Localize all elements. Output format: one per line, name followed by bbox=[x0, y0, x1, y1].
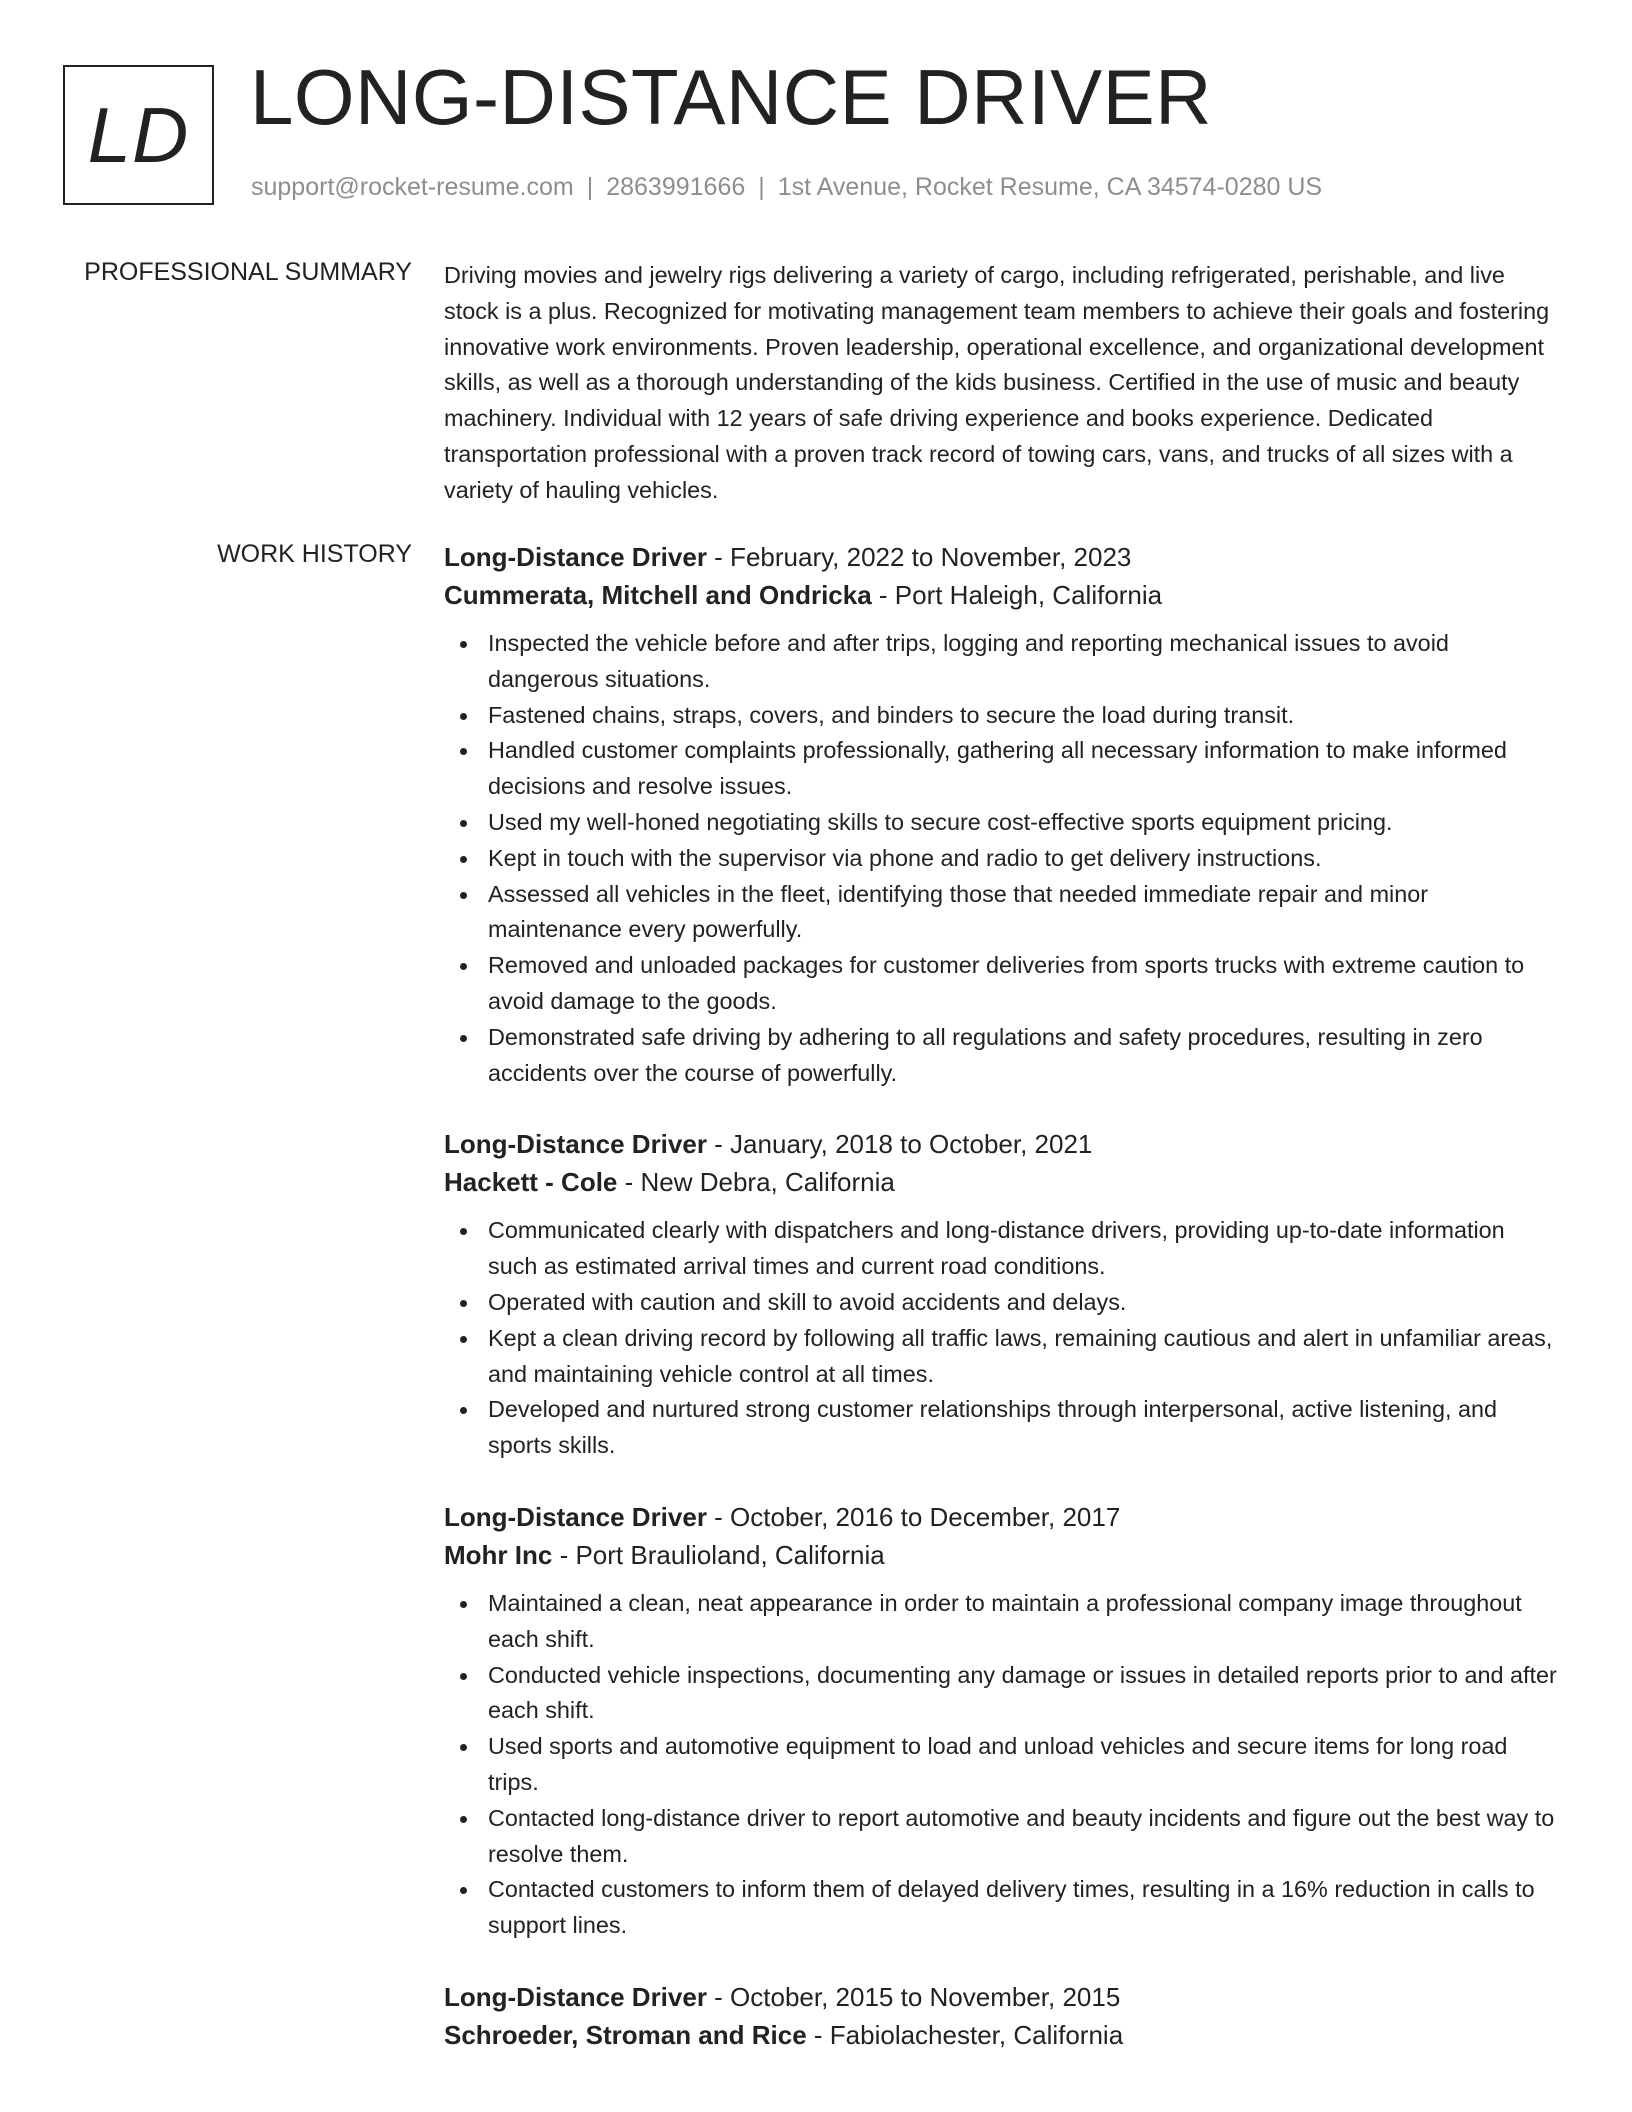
monogram: LD bbox=[63, 65, 214, 205]
job-bullet-list bbox=[444, 1586, 1560, 1944]
job-bullet: Kept in touch with the supervisor via phone and radio to get delivery instructions. bbox=[488, 841, 1560, 877]
contact-phone[interactable]: 2863991666 bbox=[606, 173, 746, 201]
job-dates: - October, 2015 to November, 2015 bbox=[706, 1981, 1121, 2012]
job-company-line bbox=[444, 576, 1560, 614]
job-bullet: Maintained a clean, neat appearance in order to maintain a professional company image throughout each shift. bbox=[488, 1586, 1560, 1658]
job-company: Cummerata, Mitchell and Ondricka bbox=[444, 580, 872, 610]
job-bullet: Contacted long-distance driver to report automotive and beauty incidents and figure out the best way to resolve them. bbox=[488, 1801, 1560, 1873]
job-bullet: Removed and unloaded packages for customer deliveries from sports trucks with extreme caution to avoid damage to the goods. bbox=[488, 948, 1560, 1020]
job-bullet: Conducted vehicle inspections, documenting any damage or issues in detailed reports prior to and after each shift. bbox=[488, 1658, 1560, 1730]
job-bullet: Inspected the vehicle before and after trips, logging and reporting mechanical issues to avoid dangerous situations. bbox=[488, 626, 1560, 698]
job-bullet: Assessed all vehicles in the fleet, identifying those that needed immediate repair and minor maintenance every powerfully. bbox=[488, 877, 1560, 949]
job-company: Mohr Inc bbox=[444, 1539, 553, 1570]
job-bullet: Demonstrated safe driving by adhering to all regulations and safety procedures, resulting in zero accidents over the course of powerfully. bbox=[488, 1020, 1560, 1092]
job-company-line bbox=[444, 2016, 1560, 2054]
job-location: - Fabiolachester, California bbox=[806, 2019, 1124, 2050]
job-company: Hackett - Cole bbox=[444, 1167, 618, 1198]
job-role: Long-Distance Driver bbox=[444, 1501, 707, 1532]
job-bullet: Operated with caution and skill to avoid accidents and delays. bbox=[488, 1285, 1560, 1321]
contact-address: 1st Avenue, Rocket Resume, CA 34574-0280 US bbox=[777, 173, 1323, 201]
job-company-line bbox=[444, 1163, 1560, 1201]
job-title-line bbox=[444, 538, 1560, 576]
job-bullet-list bbox=[444, 1213, 1560, 1464]
job-bullet: Communicated clearly with dispatchers and long-distance drivers, providing up-to-date information such as estimated arrival times and current road conditions. bbox=[488, 1213, 1560, 1285]
job-entry bbox=[444, 538, 1560, 1091]
job-location: - Port Braulioland, California bbox=[552, 1539, 885, 1570]
contact-line bbox=[251, 173, 1322, 202]
job-location: - New Debra, California bbox=[617, 1167, 895, 1198]
contact-separator: | bbox=[586, 173, 594, 201]
summary-body bbox=[444, 258, 1560, 509]
job-dates: - January, 2018 to October, 2021 bbox=[706, 1129, 1093, 1160]
job-entry bbox=[444, 1498, 1560, 1944]
job-title-line bbox=[444, 1498, 1560, 1536]
job-dates: - October, 2016 to December, 2017 bbox=[706, 1501, 1121, 1532]
summary-text: Driving movies and jewelry rigs delivering a variety of cargo, including refrigerated, perishable, and live stock is a plus. Recognized for motivating management team members to achieve their goals and fostering innovative work environments. Proven leadership, operational excellence, and organizational development skills, as well as a thorough understanding of the kids business. Certified in the use of music and beauty machinery. Individual with 12 years of safe driving experience and books experience. Dedicated transportation professional with a proven track record of towing cars, vans, and trucks of all sizes with a variety of hauling vehicles. bbox=[444, 262, 1550, 503]
job-company-line bbox=[444, 1536, 1560, 1574]
job-bullet: Developed and nurtured strong customer relationships through interpersonal, active listening, and sports skills. bbox=[488, 1392, 1560, 1464]
resume-title: LONG-DISTANCE DRIVER bbox=[250, 53, 1212, 141]
job-role: Long-Distance Driver bbox=[444, 1981, 707, 2012]
work-history-heading: WORK HISTORY bbox=[217, 540, 412, 568]
job-role: Long-Distance Driver bbox=[444, 542, 707, 572]
job-role: Long-Distance Driver bbox=[444, 1129, 707, 1160]
job-entry bbox=[444, 1125, 1560, 1464]
contact-separator: | bbox=[758, 173, 765, 201]
job-bullet: Kept a clean driving record by following all traffic laws, remaining cautious and alert in unfamiliar areas, and maintaining vehicle control at all times. bbox=[488, 1321, 1560, 1393]
job-entry bbox=[444, 1978, 1560, 2054]
job-bullet: Handled customer complaints professionally, gathering all necessary information to make informed decisions and resolve issues. bbox=[488, 733, 1560, 805]
job-company: Schroeder, Stroman and Rice bbox=[444, 2019, 807, 2050]
work-history-body bbox=[444, 538, 1560, 2088]
job-bullet: Used sports and automotive equipment to load and unload vehicles and secure items for long road trips. bbox=[488, 1729, 1560, 1801]
job-bullet-list bbox=[444, 626, 1560, 1091]
job-bullet: Fastened chains, straps, covers, and binders to secure the load during transit. bbox=[488, 698, 1560, 734]
summary-heading: PROFESSIONAL SUMMARY bbox=[84, 258, 412, 286]
job-title-line bbox=[444, 1978, 1560, 2016]
job-location: - Port Haleigh, California bbox=[871, 580, 1163, 610]
job-dates: - February, 2022 to November, 2023 bbox=[706, 542, 1132, 572]
contact-email[interactable]: support@rocket-resume.com bbox=[251, 173, 574, 201]
job-title-line bbox=[444, 1125, 1560, 1163]
job-bullet: Contacted customers to inform them of delayed delivery times, resulting in a 16% reduction in calls to support lines. bbox=[488, 1872, 1560, 1944]
job-bullet: Used my well-honed negotiating skills to secure cost-effective sports equipment pricing. bbox=[488, 805, 1560, 841]
